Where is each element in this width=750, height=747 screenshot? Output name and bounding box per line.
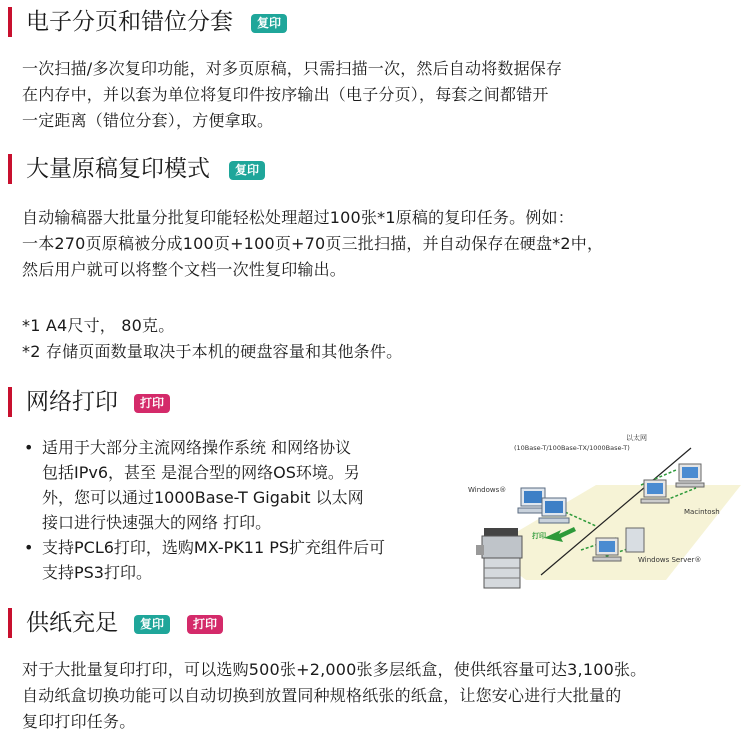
print-badge: 打印 [187,615,223,634]
copy-badge: 复印 [229,161,265,180]
body-line: 对于大批量复印打印，可以选购500张+2,000张多层纸盒，使供纸容量可达3,100张。 [22,660,647,679]
bullet-line: 外，您可以通过1000Base-T Gigabit 以太网 [42,488,364,507]
body-line: 一定距离（错位分套），方便拿取。 [22,111,274,130]
footnote: *1 A4尺寸， 80克。 [22,316,175,335]
section-title: 电子分页和错位分套 [26,9,233,35]
section-body-bulk-copy [22,205,603,283]
section-marker [8,608,12,638]
body-line: 自动纸盒切换功能可以自动切换到放置同种规格纸张的纸盒，让您安心进行大批量的 [22,686,622,705]
section-title: 网络打印 [26,389,118,415]
body-line: 一次扫描/多次复印功能，对多页原稿，只需扫描一次，然后自动将数据保存 [22,59,563,78]
ethernet-spec-label: (10Base-T/100Base-TX/1000Base-T) [514,444,630,452]
bullet-line: 包括IPv6，甚至 是混合型的网络OS环境。另 [42,463,360,482]
footnotes [22,313,402,365]
network-print-bullets [22,435,442,585]
section-title: 供纸充足 [26,610,118,636]
body-line: 然后用户就可以将整个文档一次性复印输出。 [22,260,347,279]
section-title: 大量原稿复印模式 [26,156,210,182]
copy-badge: 复印 [251,14,287,33]
section-marker [8,7,12,37]
section-body-paper-supply [22,657,646,735]
section-header-bulk-copy [0,149,750,189]
print-badge: 打印 [134,394,170,413]
section-marker [8,154,12,184]
bullet-symbol: • [24,438,34,457]
section-marker [8,387,12,417]
copier-icon [476,528,522,588]
bullet-symbol: • [24,538,34,557]
print-label: 打印 [532,532,546,540]
footnote: *2 存储页面数量取决于本机的硬盘容量和其他条件。 [22,342,403,361]
section-header-paper-supply [0,603,750,643]
copy-badge: 复印 [134,615,170,634]
body-line: 一本270页原稿被分成100页+100页+70页三批扫描，并自动保存在硬盘*2中， [22,234,604,253]
body-line: 自动输稿器大批量分批复印能轻松处理超过100张*1原稿的复印任务。例如： [22,208,574,227]
bullet-line: 支持PCL6打印，选购MX-PK11 PS扩充组件后可 [42,538,386,557]
list-item [22,435,442,535]
bullet-line: 接口进行快速强大的网络 打印。 [42,513,272,532]
network-diagram [466,430,746,605]
bullet-line: 适用于大部分主流网络操作系统 和网络协议 [42,438,352,457]
body-line: 复印打印任务。 [22,712,136,731]
body-line: 在内存中，并以套为单位将复印件按序输出（电子分页），每套之间都错开 [22,85,549,104]
section-header-network-print [0,382,750,422]
ethernet-label: 以太网 [626,434,647,442]
windows-pc-icon [518,488,569,523]
macintosh-label: Macintosh [684,508,720,516]
windows-label: Windows® [468,486,507,494]
list-item [22,535,442,585]
section-body-electronic-sort [22,56,562,134]
bullet-line: 支持PS3打印。 [42,563,152,582]
windows-server-label: Windows Server® [638,556,702,564]
section-header-electronic-sort [0,2,750,42]
